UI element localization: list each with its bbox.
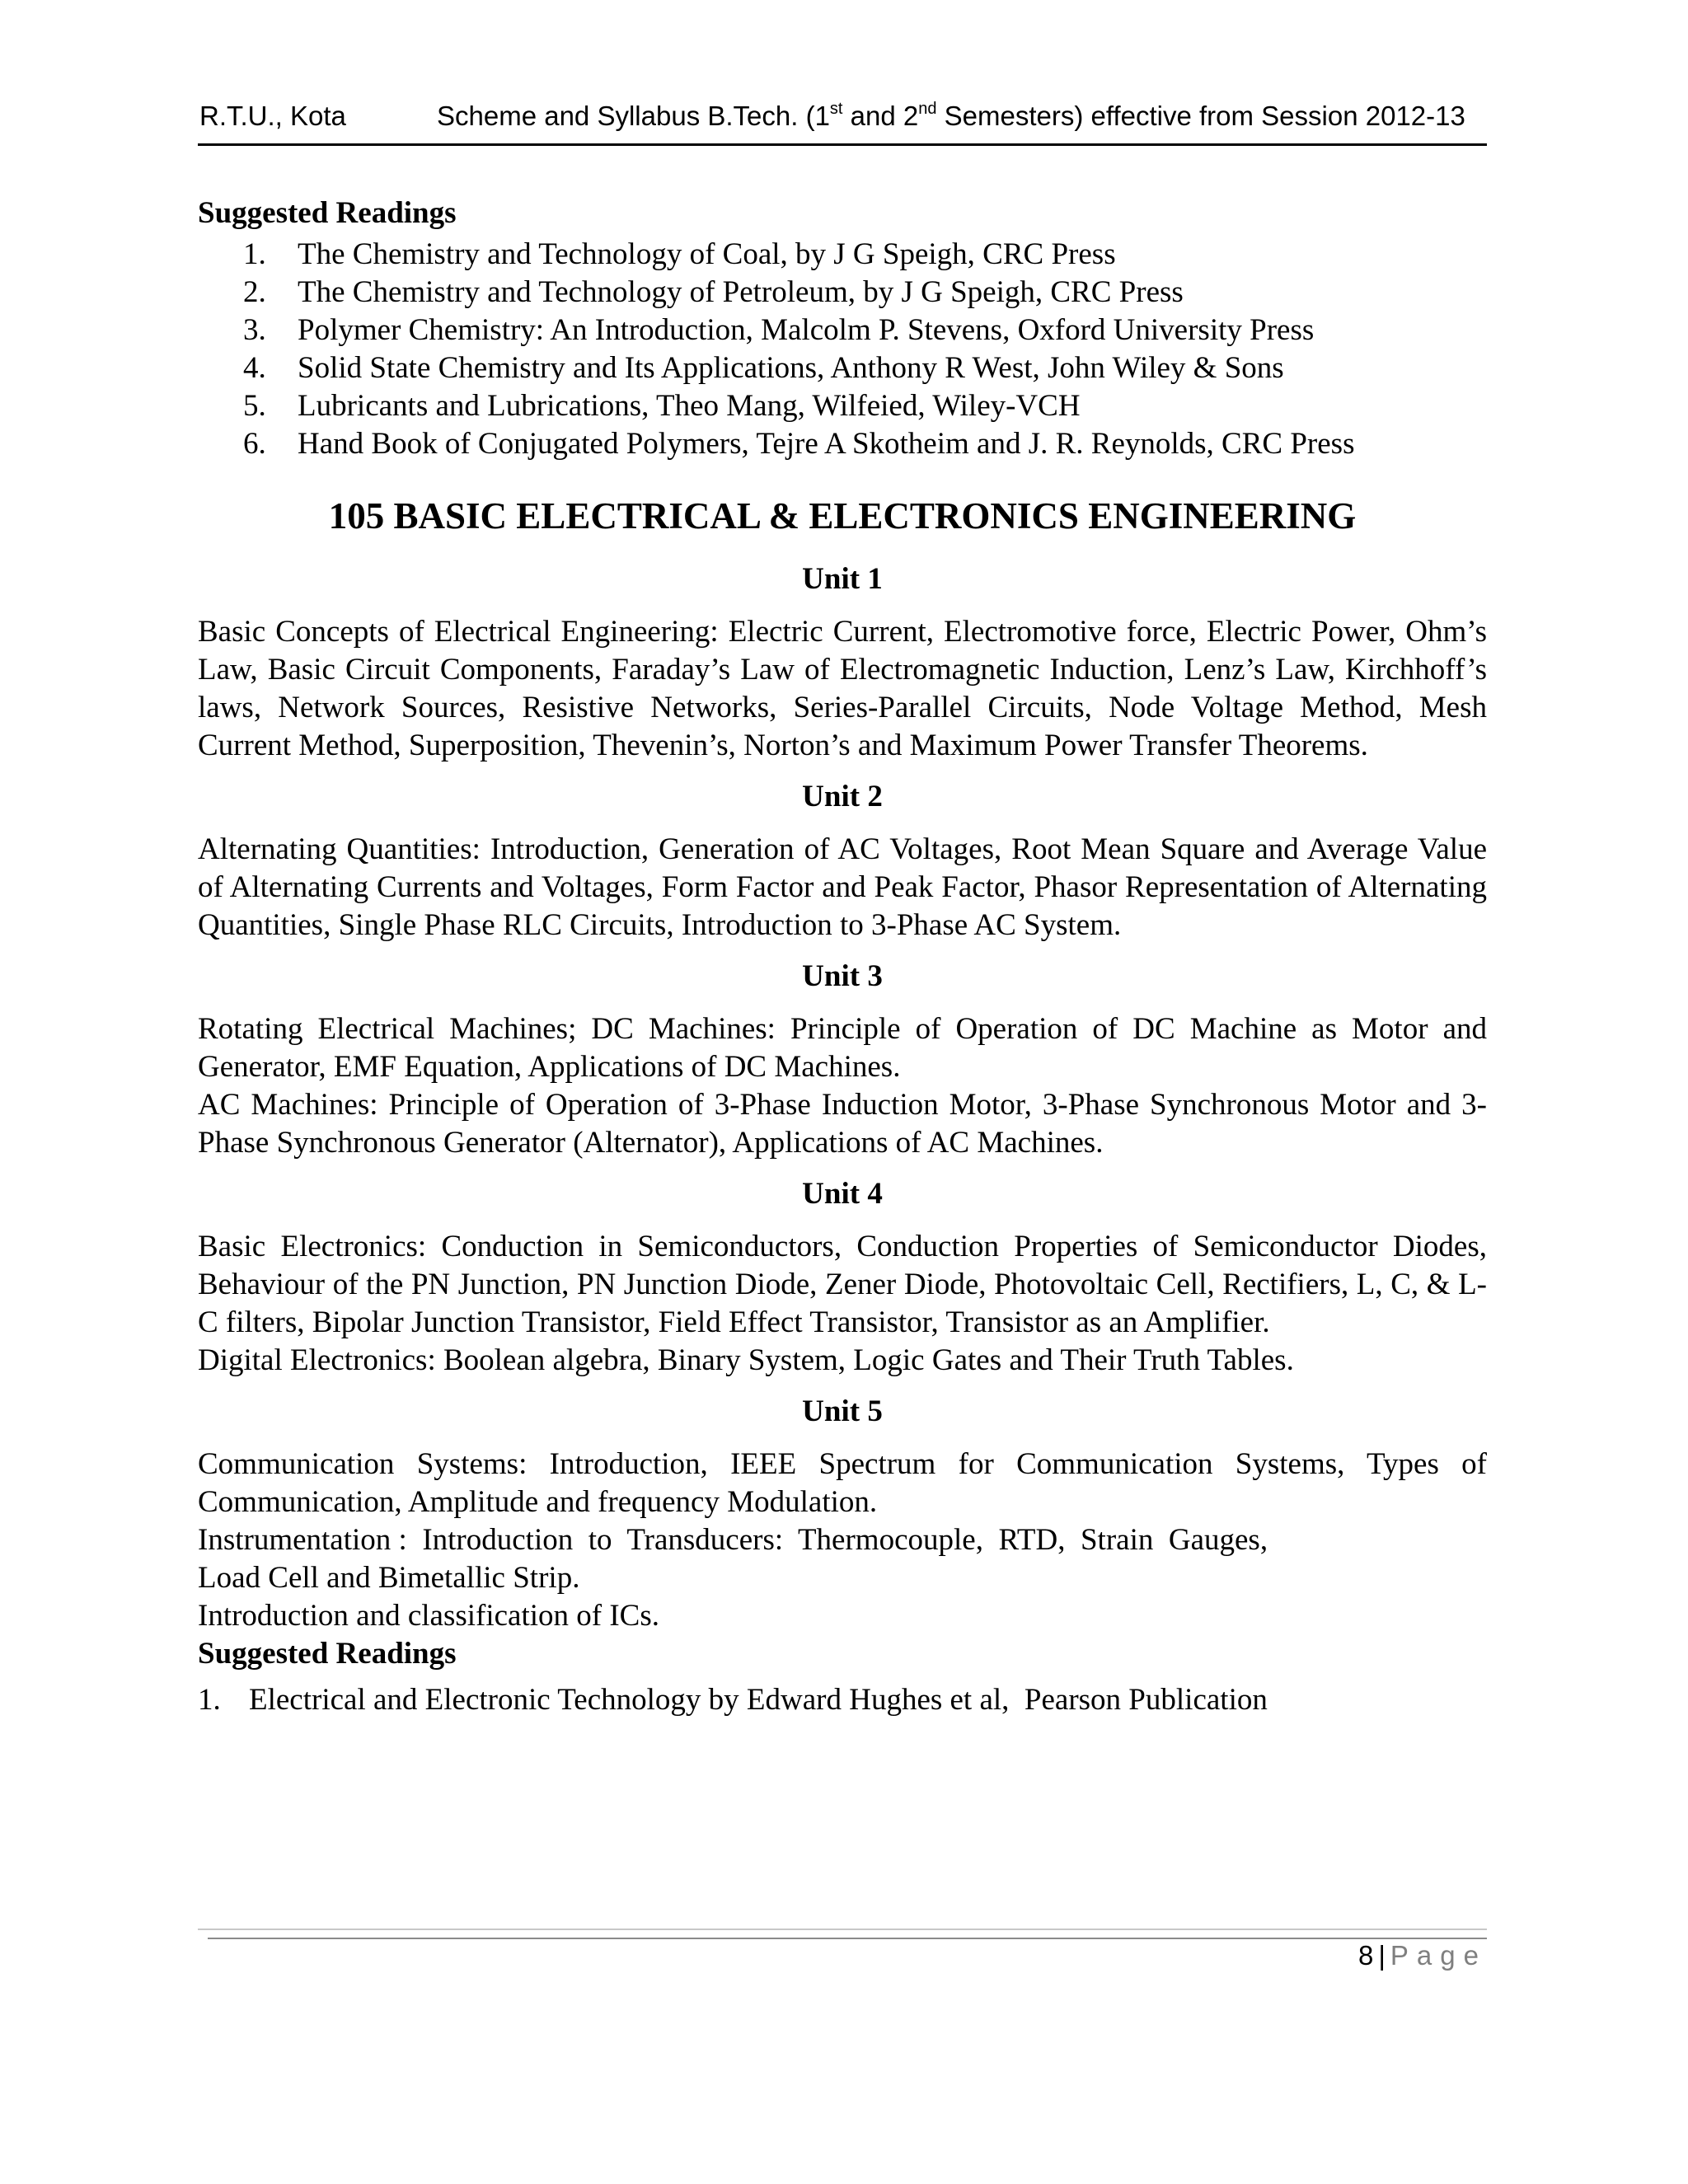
unit-3-title: Unit 3 [802, 959, 883, 993]
page-number: 8 [1357, 1940, 1374, 1971]
unit-5-text-load-cell: Load Cell and Bimetallic Strip. [198, 1561, 580, 1595]
unit-5-text-ics: Introduction and classification of ICs. [198, 1599, 660, 1633]
page-content [198, 194, 1487, 1719]
unit-5-text-instrumentation: Instrumentation : Introduction to Transducers: Thermocouple, RTD, Strain Gauges, [198, 1523, 1268, 1557]
unit-3-text-dc: Rotating Electrical Machines; DC Machines: Principle of Operation of DC Machine as Motor and Generator, EMF Equation, Applications of DC Machines. [198, 1012, 1487, 1084]
unit-2-text: Alternating Quantities: Introduction, Generation of AC Voltages, Root Mean Square and Average Value of Alternating Currents and Voltages, Form Factor and Peak Factor, Phasor Representation of Alternating Quantities, Single Phase RLC Circuits, Introduction to 3-Phase AC System. [198, 832, 1487, 942]
page-word: Page [1390, 1940, 1487, 1971]
unit-4-text-digital: Digital Electronics: Boolean algebra, Binary System, Logic Gates and Their Truth Tables. [198, 1343, 1294, 1377]
unit-5-text-communication: Communication Systems: Introduction, IEEE Spectrum for Communication Systems, Types of Communication, Amplitude and frequency Modulation. [198, 1447, 1487, 1519]
suggested-readings-heading: Suggested Readings [198, 196, 457, 230]
list-item: 5. Lubricants and Lubrications, Theo Mang, Wilfeied, Wiley-VCH [243, 389, 1081, 423]
header-title: Scheme and Syllabus B.Tech. (1st and 2nd Semesters) effective from Session 2012-13 [437, 100, 1465, 131]
list-item: 6. Hand Book of Conjugated Polymers, Tejre A Skotheim and J. R. Reynolds, CRC Press [243, 427, 1355, 461]
unit-4-title: Unit 4 [802, 1177, 883, 1211]
page-header [198, 97, 1487, 146]
footer-divider [198, 1929, 1487, 1930]
unit-1-text: Basic Concepts of Electrical Engineering: Electric Current, Electromotive force, Electric Power, Ohm’s Law, Basic Circuit Components, Faraday’s Law of Electromagnetic Induction, Lenz’s Law, Kirchhoff’s laws, Network Sources, Resistive Networks, Series-Parallel Circuits, Node Voltage Method, Mesh Current Method, Superposition, Thevenin’s, Norton’s and Maximum Power Transfer Theorems. [198, 615, 1487, 762]
suggested-readings-heading-2: Suggested Readings [198, 1637, 457, 1671]
footer-divider-shadow [208, 1938, 1487, 1939]
page-footer [1286, 1940, 1487, 1971]
footer-separator: | [1378, 1940, 1386, 1971]
unit-2-title: Unit 2 [802, 780, 883, 813]
unit-3-text-ac: AC Machines: Principle of Operation of 3-Phase Induction Motor, 3-Phase Synchronous Motor and 3- Phase Synchronous Generator (Alternator), Applications of AC Machines. [198, 1088, 1487, 1160]
unit-4-text-basic: Basic Electronics: Conduction in Semiconductors, Conduction Properties of Semiconductor Diodes, Behaviour of the PN Junction, PN Junction Diode, Zener Diode, Photovoltaic Cell, Rectifiers, L, C, & L-C filters, Bipolar Junction Transistor, Field Effect Transistor, Transistor as an Amplifier. [198, 1230, 1487, 1339]
unit-5-title: Unit 5 [802, 1394, 883, 1428]
list-item: 4. Solid State Chemistry and Its Applications, Anthony R West, John Wiley & Sons [243, 351, 1284, 385]
course-title: 105 BASIC ELECTRICAL & ELECTRONICS ENGINEERING [328, 495, 1357, 537]
unit-1-title: Unit 1 [802, 562, 883, 596]
list-item: 2. The Chemistry and Technology of Petroleum, by J G Speigh, CRC Press [243, 275, 1184, 309]
suggested-readings-list-2 [198, 1681, 1487, 1719]
list-item: 1. The Chemistry and Technology of Coal, by J G Speigh, CRC Press [243, 237, 1116, 271]
list-item: 3. Polymer Chemistry: An Introduction, Malcolm P. Stevens, Oxford University Press [243, 313, 1315, 347]
suggested-readings-list [198, 236, 1487, 463]
header-university: R.T.U., Kota [199, 101, 346, 131]
list-item: 1. Electrical and Electronic Technology by Edward Hughes et al, Pearson Publication [198, 1683, 1268, 1717]
